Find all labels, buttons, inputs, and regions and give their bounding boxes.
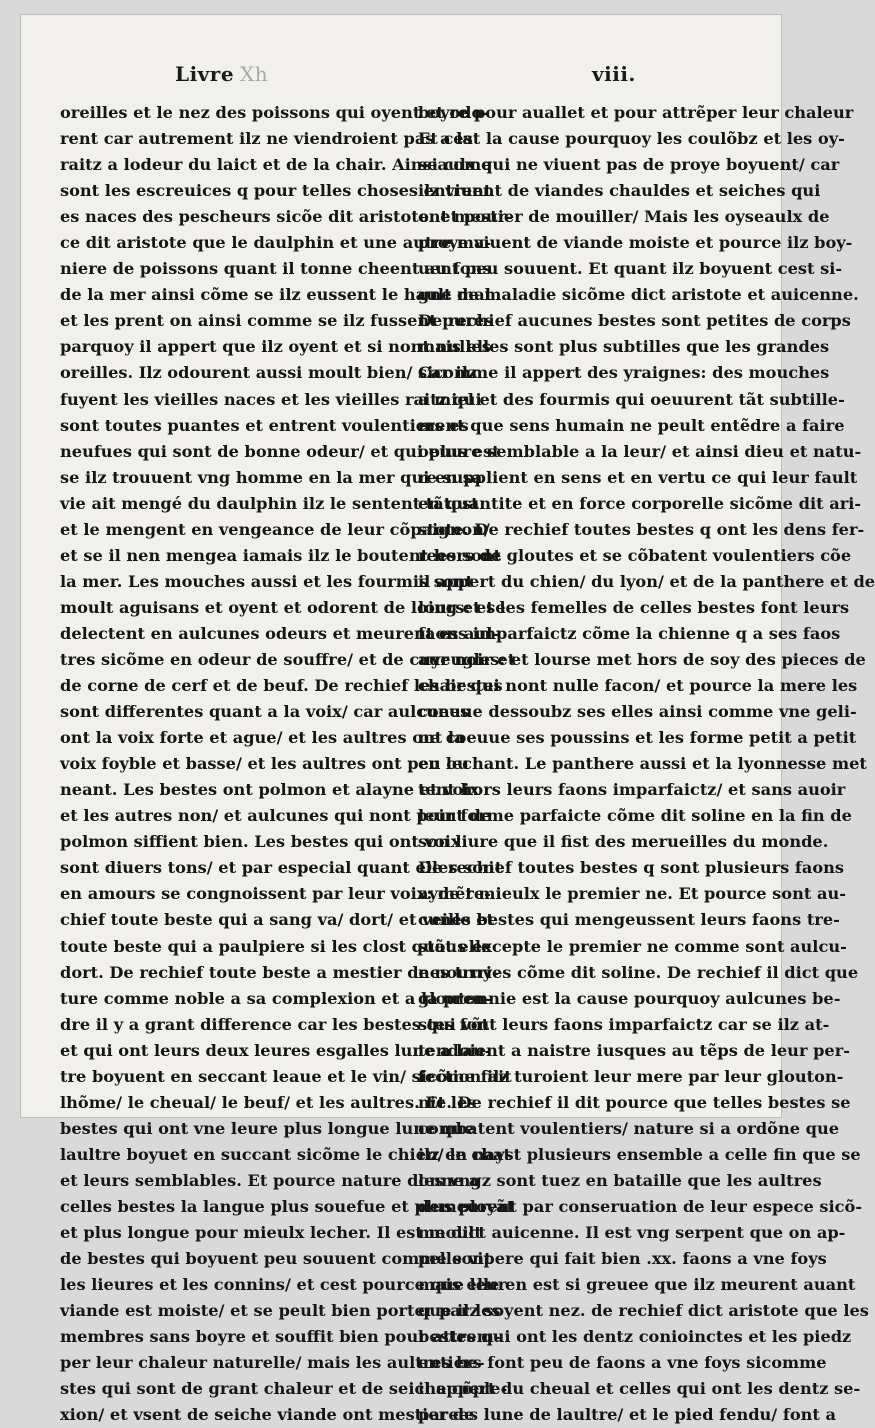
- text-line: pelle vipere qui fait bien .xx. faons a vne foys: [418, 1249, 827, 1269]
- text-line: lours: et les femelles de celles bestes font leurs: [418, 597, 850, 617]
- text-line: en quantite et en force corporelle sicõme dit ari-: [418, 493, 862, 513]
- text-line: et qui ont leurs deux leures esgalles lune a lau-: [60, 1040, 492, 1060]
- text-line: Et cest la cause pourquoy les coulõbz et les oy-: [418, 129, 845, 149]
- text-line: boyre pour auallet et pour attrẽper leur chaleur: [418, 103, 854, 122]
- text-line: vie ait mengé du daulphin ilz le sentent tãtost: [60, 493, 479, 513]
- text-line: niere de poissons quant il tonne cheent au fons: [60, 259, 492, 279]
- text-line: ilz viuent de viandes chauldes et seiches qui: [418, 181, 821, 201]
- text-line: tres sicõme en odeur de souffre/ et de cuyr noir et: [60, 649, 516, 669]
- text-line: es naces des pescheurs sicõe dit aristote. et pour-: [60, 207, 513, 227]
- text-line: demeurent par conseruation de leur espece sicõ-: [418, 1196, 863, 1216]
- text-line: ont la voix forte et ague/ et les aultres ont la: [60, 728, 465, 748]
- text-line: en lechant. Le panthere aussi et la lyonnesse met: [418, 754, 867, 774]
- text-line: rees sont gloutes et se cõbatent voulentiers cõe: [418, 545, 852, 565]
- text-line: per leur chaleur naturelle/ mais les aultres be-: [60, 1353, 485, 1373]
- text-line: polmon siffient bien. Les bestes qui ont voix: [60, 832, 461, 852]
- text-line: gloutonnie est la cause pourquoy aulcunes be-: [418, 988, 841, 1008]
- text-line: neant. Les bestes ont polmon et alayne et voix: [60, 780, 480, 800]
- text-line: la mer. Les mouches aussi et les fourmis sont: [60, 571, 473, 591]
- text-line: neufues qui sont de bonne odeur/ et qui plus est: [60, 441, 500, 461]
- text-line: celles bestes la langue plus souefue et plus ployãt: [60, 1196, 515, 1216]
- text-line: proye viuent de viande moiste et pource ilz boy-: [418, 233, 853, 253]
- text-line: faons imparfaictz cõme la chienne q a ses faos: [418, 623, 841, 643]
- right-text-column: [418, 100, 875, 1428]
- text-line: delectent en aulcunes odeurs et meurent es aul-: [60, 623, 500, 643]
- text-line: stes qui sont de grant chaleur et de seiche cõple-: [60, 1379, 508, 1399]
- left-text-column: [60, 100, 516, 1428]
- text-line: chair qui nont nulle facon/ et pource la mere les: [418, 676, 858, 696]
- text-line: ture comme noble a sa complexion et a la pren-: [60, 988, 492, 1008]
- text-line: fuyent les vieilles naces et les vieilles raitz qui: [60, 389, 482, 409]
- text-line: laultre boyuet en succant sicõme le chien/ le chat: [60, 1144, 511, 1164]
- text-line: tendoient a naistre iusques au tẽps de leur per-: [418, 1040, 850, 1060]
- text-line: De rechief aucunes bestes sont petites de corps: [418, 311, 851, 331]
- book-page: [20, 14, 875, 1425]
- running-head-left: [175, 62, 268, 86]
- text-line: aueugles: et lourse met hors de soy des pieces de: [418, 649, 866, 669]
- text-line: stous excepte le premier ne comme sont aulcu-: [418, 936, 847, 956]
- text-line: sont les escreuices q pour telles choses entrent: [60, 181, 492, 201]
- text-line: me dict auicenne. Il est vng serpent que on ap-: [418, 1223, 846, 1243]
- running-head-bleed-through: Xh: [240, 62, 269, 86]
- text-line: il appert du cheual et celles qui ont les dentz se-: [418, 1379, 861, 1399]
- text-line: les vngz sont tuez en bataille que les aultres: [418, 1170, 822, 1190]
- text-line: uent peu souuent. Et quant ilz boyuent cest si-: [418, 259, 843, 279]
- text-line: oreilles et le nez des poissons qui oyent et odo-: [60, 103, 489, 122]
- text-line: de corne de cerf et de beuf. De rechief les bestes: [60, 676, 503, 696]
- text-line: de bestes qui boyuent peu souuent comme sont: [60, 1249, 492, 1269]
- text-line: aymẽt mieulx le premier ne. Et pource sont au-: [418, 884, 846, 904]
- text-line: ilz en nayst plusieurs ensemble a celle fin que se: [418, 1144, 861, 1164]
- running-head-folio: viii.: [592, 62, 636, 86]
- text-line: bestes qui ont les dentz conioinctes et les piedz: [418, 1327, 852, 1347]
- text-line: raitz a lodeur du laict et de la chair. Ainsi come: [60, 155, 492, 175]
- text-line: oeuure semblable a la leur/ et ainsi dieu et natu-: [418, 441, 862, 461]
- text-line: mais elle en est si greuee que ilz meurent auant: [418, 1275, 856, 1295]
- text-line: membres sans boyre et souffit bien pour attrem-: [60, 1327, 501, 1347]
- text-line: il appert du chien/ du lyon/ et de la panthere et de: [418, 571, 875, 591]
- text-line: sont differentes quant a la voix/ car aulcunes: [60, 702, 470, 722]
- text-line: tre boyuent en seccant leaue et le vin/ sicõme fait: [60, 1066, 512, 1086]
- text-line: et leurs semblables. Et pource nature donne a: [60, 1170, 480, 1190]
- text-line: lhõme/ le cheual/ le beuf/ et les aultres. Et les: [60, 1092, 477, 1112]
- text-line: seaulx qui ne viuent pas de proye boyuent/ car: [418, 155, 840, 175]
- text-line: dort. De rechief toute beste a mestier de nourri-: [60, 962, 499, 982]
- text-line: et le mengent en vengeance de leur cõpaignon/: [60, 519, 490, 539]
- text-line: bestes qui ont vne leure plus longue lune que: [60, 1118, 475, 1138]
- text-line: tent hors leurs faons imparfaictz/ et sans auoir: [418, 780, 846, 800]
- text-line: ne coeuue ses poussins et les forme petit a petit: [418, 728, 857, 748]
- text-line: stote. De rechief toutes bestes q ont les dens fer-: [418, 519, 865, 539]
- text-line: sont diuers tons/ et par especial quant elles sont: [60, 858, 503, 878]
- text-line: cunes bestes qui mengeussent leurs faons tre-: [418, 910, 840, 930]
- text-line: coeuue dessoubz ses elles ainsi comme vne geli-: [418, 702, 857, 722]
- text-line: chief toute beste qui a sang va/ dort/ et veille et: [60, 910, 494, 930]
- text-line: nie. De rechief il dit pource que telles bestes se: [418, 1092, 851, 1112]
- text-line: et plus longue pour mieulx lecher. Il est moult: [60, 1223, 482, 1243]
- text-line: De rechief toutes bestes q sont plusieurs faons: [418, 858, 845, 878]
- text-line: rent car autrement ilz ne viendroient pas a la: [60, 129, 473, 149]
- text-line: moult aguisans et oyent et odorent de loing et se: [60, 597, 506, 617]
- text-line: mais elles sont plus subtilles que les grandes: [418, 337, 830, 357]
- text-line: et se il nen mengea iamais ilz le boutent hors de: [60, 545, 502, 565]
- text-line: stes font leurs faons imparfaictz car se ilz at-: [418, 1014, 830, 1034]
- running-head-left-text: Livre: [175, 62, 235, 86]
- text-line: toute beste qui a paulpiere si les clost quãt elle: [60, 936, 492, 956]
- text-line: son liure que il fist des merueilles du monde.: [418, 832, 829, 852]
- text-line: fection ilz turoient leur mere par leur glouton-: [418, 1066, 844, 1086]
- text-line: de la mer ainsi cõme se ilz eussent le hault mal: [60, 285, 491, 305]
- text-line: voix foyble et basse/ et les aultres ont peu ou: [60, 754, 469, 774]
- text-line: nes truyes cõme dit soline. De rechief il dict que: [418, 962, 859, 982]
- text-line: leur forme parfaicte cõme dit soline en la fin de: [418, 806, 852, 826]
- text-line: a miel et des fourmis qui oeuurent tãt subtille-: [418, 389, 845, 409]
- text-line: dre il y a grant difference car les bestes qui võt: [60, 1014, 490, 1034]
- text-line: se ilz trouuent vng homme en la mer qui en sa: [60, 467, 483, 487]
- text-line: ont mestier de mouiller/ Mais les oyseaulx de: [418, 207, 830, 227]
- text-line: que ilz soyent nez. de rechief dict aristote que les: [418, 1301, 869, 1321]
- text-line: re supplient en sens et en vertu ce qui leur fault: [418, 467, 858, 487]
- text-line: et les autres non/ et aulcunes qui nont point de: [60, 806, 492, 826]
- text-line: combatent voulentiers/ nature si a ordõne que: [418, 1118, 840, 1138]
- text-line: ce dit aristote que le daulphin et une autre ma-: [60, 233, 492, 253]
- text-line: gne de maladie sicõme dict aristote et auicenne.: [418, 285, 859, 305]
- text-line: sicomme il appert des yraignes: des mouches: [418, 363, 830, 383]
- text-line: oreilles. Ilz odourent aussi moult bien/ Car ilz: [60, 363, 478, 383]
- text-line: viande est moiste/ et se peult bien porter par les: [60, 1301, 501, 1321]
- text-line: parquoy il appert que ilz oyent et si nont nulles: [60, 337, 491, 357]
- text-line: parees lune de laultre/ et le pied fendu/ font a: [418, 1405, 836, 1425]
- text-line: les lieures et les connins/ et cest pource que leur: [60, 1275, 507, 1295]
- text-line: en amours se congnoissent par leur voix: de re-: [60, 884, 491, 904]
- text-line: entiers font peu de faons a vne foys sicomme: [418, 1353, 827, 1373]
- text-line: sont toutes puantes et entrent voulentiers es: [60, 415, 469, 435]
- text-line: et les prent on ainsi comme se ilz fussent pures: [60, 311, 494, 331]
- text-line: xion/ et vsent de seiche viande ont mestier de: [60, 1405, 475, 1425]
- text-line: ment que sens humain ne peult entẽdre a faire: [418, 415, 845, 435]
